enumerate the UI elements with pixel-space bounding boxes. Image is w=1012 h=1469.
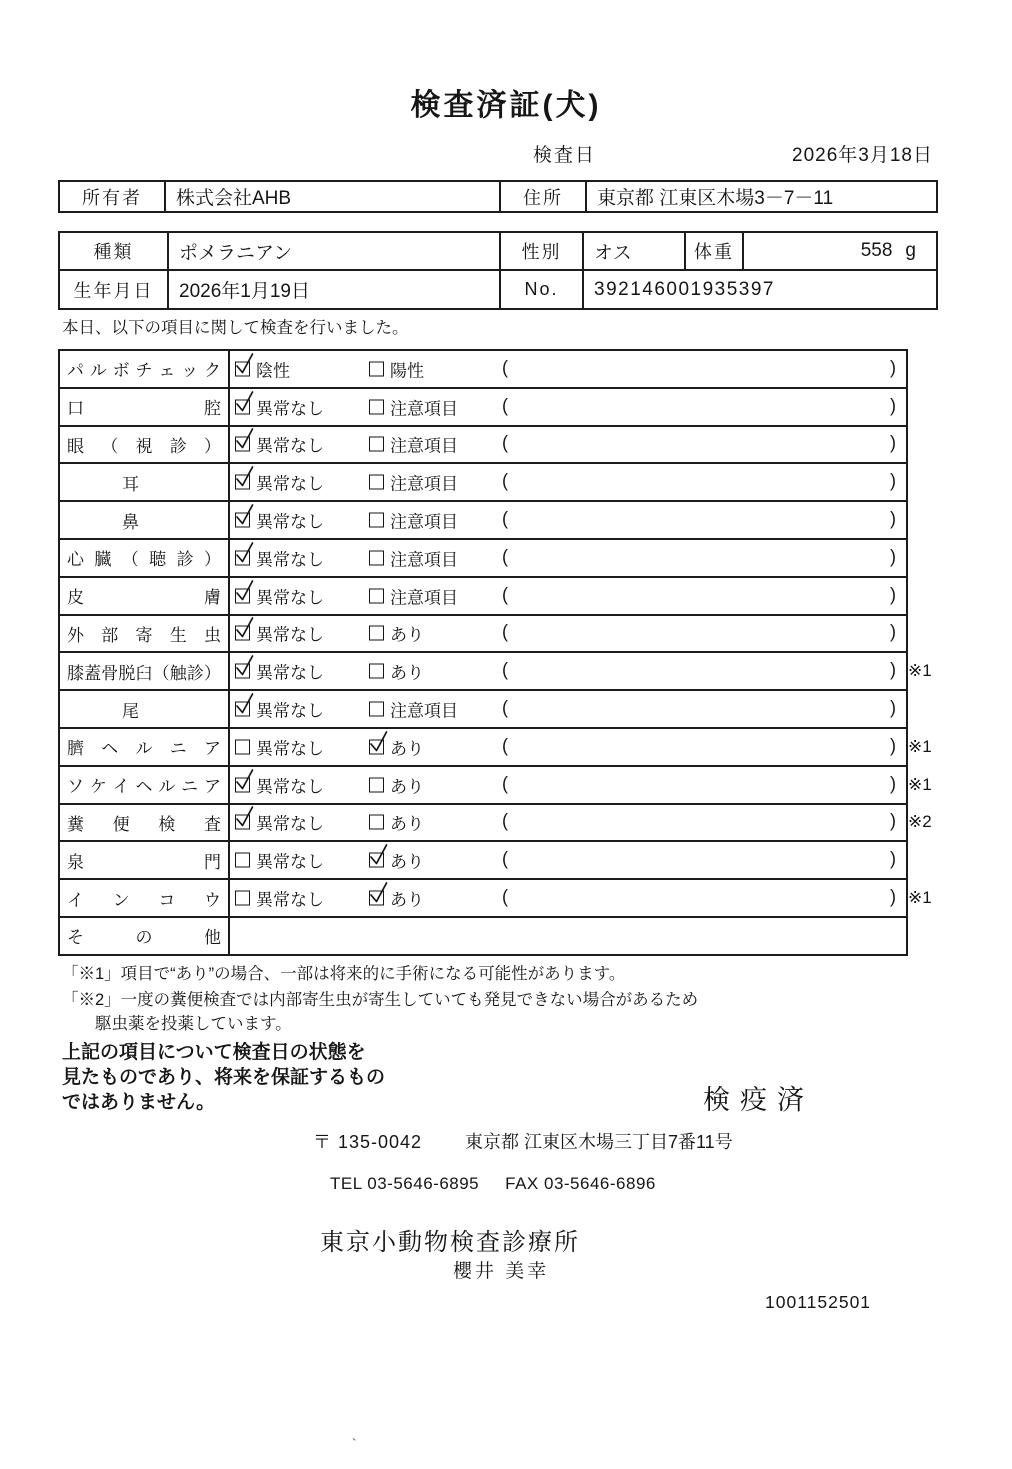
option-label: 陰性 [256, 361, 290, 381]
paren-close: ) [890, 508, 896, 529]
checklist-row [60, 540, 906, 578]
item-label: 耳 [60, 464, 230, 500]
paren-open: ( [502, 735, 508, 756]
paren-open: ( [502, 697, 508, 718]
checkbox-icon [369, 891, 384, 906]
item-label: ソ ケ イ ヘ ル ニ ア [60, 767, 230, 803]
checkbox-icon [235, 664, 250, 679]
option-label: 陽性 [390, 361, 424, 381]
check-mark-icon [234, 503, 255, 529]
option-label: あり [390, 739, 424, 759]
option-2 [369, 394, 458, 419]
owner-table [58, 180, 938, 213]
checkbox-icon [369, 550, 384, 565]
row-options [230, 918, 906, 954]
item-label: 泉 門 [60, 842, 230, 878]
checkbox-icon [235, 399, 250, 414]
breed-sex-weight-row [60, 233, 936, 271]
row-options [230, 729, 932, 765]
inspection-date-label: 検査日 [533, 145, 597, 166]
checklist-row [60, 767, 932, 805]
check-mark-icon [234, 465, 255, 491]
checkbox-icon [369, 664, 384, 679]
option-1 [235, 545, 324, 570]
checkbox-icon [369, 702, 384, 717]
option-label: あり [390, 852, 424, 872]
option-label: あり [390, 777, 424, 797]
paren-close: ) [890, 697, 896, 718]
option-label: 異常なし [256, 852, 324, 872]
checkbox-icon [235, 361, 250, 376]
option-1 [235, 394, 324, 419]
paren-open: ( [502, 773, 508, 794]
item-label: パ ル ボ チ ェ ッ ク [60, 351, 230, 387]
option-1 [235, 470, 324, 495]
option-label: 異常なし [256, 701, 324, 721]
checklist-table [58, 349, 932, 956]
option-1 [235, 356, 290, 381]
checkbox-icon [235, 626, 250, 641]
sex-value: オス [582, 233, 684, 269]
breed-label: 種類 [93, 242, 134, 262]
option-label: 注意項目 [390, 550, 458, 570]
option-label: 注意項目 [390, 474, 458, 494]
checkbox-icon [235, 815, 250, 830]
paren-close: ) [890, 773, 896, 794]
paren-open: ( [502, 546, 508, 567]
item-label: 心 臓 （ 聴 診 ） [60, 540, 230, 576]
option-2 [369, 810, 424, 835]
option-label: 異常なし [256, 399, 324, 419]
veterinarian-name: 櫻井 美幸 [453, 1261, 550, 1282]
breed-value: ポメラニアン [167, 233, 499, 269]
checkbox-icon [369, 588, 384, 603]
option-label: 注意項目 [390, 512, 458, 532]
item-label: 眼 （ 視 診 ） [60, 427, 230, 463]
address-value: 東京都 江東区木場3－7－11 [585, 182, 936, 211]
clinic-address: 東京都 江東区木場三丁目7番11号 [465, 1132, 733, 1152]
checklist-row [60, 351, 906, 389]
row-options [230, 691, 906, 727]
check-mark-icon [368, 729, 389, 755]
phone-line [330, 1174, 656, 1194]
address-label: 住所 [499, 182, 585, 211]
option-1 [235, 432, 324, 457]
paren-open: ( [502, 811, 508, 832]
option-1 [235, 621, 324, 646]
weight-value: 558 [860, 240, 893, 261]
checkbox-icon [369, 513, 384, 528]
option-1 [235, 734, 324, 759]
option-label: あり [390, 663, 424, 683]
check-mark-icon [234, 351, 255, 377]
checklist-row [60, 842, 906, 880]
disclaimer-line-2: 見たものであり、将来を保証するもの [62, 1067, 386, 1088]
row-options [230, 502, 906, 538]
weight-unit: g [905, 240, 916, 261]
row-options [230, 578, 906, 614]
checkbox-icon [235, 777, 250, 792]
option-label: 注意項目 [390, 701, 458, 721]
paren-open: ( [502, 659, 508, 680]
item-label: イ ン コ ウ [60, 880, 230, 916]
option-label: あり [390, 814, 424, 834]
row-options [230, 540, 906, 576]
disclaimer-text [62, 1040, 385, 1115]
note-mark: ※1 [908, 736, 932, 756]
check-mark-icon [368, 843, 389, 869]
item-label: 口 腔 [60, 389, 230, 425]
paren-close: ) [890, 584, 896, 605]
tel-number: TEL 03-5646-6895 [330, 1174, 480, 1193]
paren-open: ( [502, 433, 508, 454]
page-title: 検査済証(犬) [410, 89, 602, 122]
row-options [230, 389, 906, 425]
row-options [230, 616, 906, 652]
option-1 [235, 583, 324, 608]
check-mark-icon [234, 578, 255, 604]
item-label: 鼻 [60, 502, 230, 538]
checkbox-icon [235, 702, 250, 717]
checkbox-icon [235, 550, 250, 565]
paren-close: ) [890, 811, 896, 832]
checklist-row [60, 653, 932, 691]
item-label: 膝 蓋 骨 脱 臼 （ 触 診 ） [60, 653, 230, 689]
option-label: 異常なし [256, 777, 324, 797]
row-options [230, 842, 906, 878]
item-label: 臍 ヘ ル ニ ア [60, 729, 230, 765]
check-mark-icon [234, 654, 255, 680]
paren-open: ( [502, 508, 508, 529]
option-2 [369, 583, 458, 608]
checklist-row [60, 880, 932, 918]
option-2 [369, 508, 458, 533]
checkbox-icon [235, 513, 250, 528]
option-label: 異常なし [256, 512, 324, 532]
paren-close: ) [890, 886, 896, 907]
option-1 [235, 886, 324, 911]
fax-number: FAX 03-5646-6896 [505, 1174, 656, 1193]
checkbox-icon [235, 853, 250, 868]
option-1 [235, 697, 324, 722]
option-1 [235, 810, 324, 835]
checkbox-icon [369, 853, 384, 868]
paren-open: ( [502, 470, 508, 491]
checklist-row [60, 918, 906, 954]
checkbox-icon [235, 588, 250, 603]
animal-info-table [58, 231, 938, 310]
row-options [230, 351, 906, 387]
item-label: 尾 [60, 691, 230, 727]
option-2 [369, 848, 424, 873]
option-1 [235, 508, 324, 533]
checkbox-icon [235, 475, 250, 490]
checklist-row [60, 464, 906, 502]
checklist-row [60, 578, 906, 616]
checkbox-icon [369, 626, 384, 641]
check-mark-icon [368, 881, 389, 907]
option-label: 異常なし [256, 550, 324, 570]
check-mark-icon [234, 616, 255, 642]
option-label: 注意項目 [390, 436, 458, 456]
row-options [230, 653, 932, 689]
row-options [230, 427, 906, 463]
document-code: 1001152501 [765, 1292, 872, 1312]
check-mark-icon [234, 767, 255, 793]
checklist-row [60, 502, 906, 540]
footnote-2: 「※2」一度の糞便検査では内部寄生虫が寄生していても発見できない場合があるため [62, 991, 699, 1009]
paren-open: ( [502, 886, 508, 907]
checkbox-icon [235, 891, 250, 906]
option-label: あり [390, 890, 424, 910]
birth-number-row [60, 271, 936, 308]
paren-open: ( [502, 584, 508, 605]
option-2 [369, 545, 458, 570]
inspection-date-value: 2026年3月18日 [792, 145, 933, 166]
checklist-row [60, 389, 906, 427]
option-label: 異常なし [256, 663, 324, 683]
paren-close: ) [890, 659, 896, 680]
footnote-1: 「※1」項目で“あり”の場合、一部は将来的に手術になる可能性があります。 [62, 965, 626, 983]
owner-label: 所有者 [82, 187, 142, 208]
checklist-row [60, 691, 906, 729]
paren-close: ) [890, 848, 896, 869]
checklist-row [60, 616, 906, 654]
item-label: 糞 便 検 査 [60, 805, 230, 841]
option-label: 異常なし [256, 474, 324, 494]
paren-close: ) [890, 622, 896, 643]
no-value: 392146001935397 [582, 271, 936, 308]
item-label: そ の 他 [60, 918, 230, 954]
option-1 [235, 659, 324, 684]
weight-value-cell [742, 233, 936, 269]
option-2 [369, 432, 458, 457]
option-label: 異常なし [256, 625, 324, 645]
option-label: 異常なし [256, 588, 324, 608]
birth-label: 生年月日 [73, 280, 154, 301]
row-options [230, 464, 906, 500]
note-mark: ※2 [908, 812, 932, 832]
row-options [230, 767, 932, 803]
checkbox-icon [369, 815, 384, 830]
item-label: 外 部 寄 生 虫 [60, 616, 230, 652]
checkbox-icon [369, 739, 384, 754]
option-label: 異常なし [256, 436, 324, 456]
disclaimer-line-1: 上記の項目について検査日の状態を [62, 1042, 366, 1063]
checklist-row [60, 427, 906, 465]
option-2 [369, 772, 424, 797]
disclaimer-line-3: ではありません。 [62, 1092, 216, 1113]
option-1 [235, 772, 324, 797]
option-1 [235, 848, 324, 873]
option-2 [369, 697, 458, 722]
paren-close: ) [890, 433, 896, 454]
weight-label: 体重 [684, 233, 742, 269]
option-label: 注意項目 [390, 399, 458, 419]
row-options [230, 805, 932, 841]
option-2 [369, 470, 458, 495]
intro-text: 本日、以下の項目に関して検査を行いました。 [62, 319, 409, 337]
option-label: 異常なし [256, 890, 324, 910]
postal-code: 〒 135-0042 [313, 1132, 423, 1152]
row-options [230, 880, 932, 916]
paren-close: ) [890, 735, 896, 756]
checkbox-icon [369, 399, 384, 414]
option-2 [369, 886, 424, 911]
option-label: あり [390, 625, 424, 645]
check-mark-icon [234, 427, 255, 453]
option-label: 異常なし [256, 739, 324, 759]
checkbox-icon [369, 437, 384, 452]
note-mark: ※1 [908, 774, 932, 794]
paren-open: ( [502, 357, 508, 378]
option-2 [369, 356, 424, 381]
scan-artifact: ` [352, 1436, 357, 1451]
paren-close: ) [890, 546, 896, 567]
quarantine-stamp: 検疫済 [703, 1085, 814, 1115]
option-2 [369, 659, 424, 684]
paren-open: ( [502, 622, 508, 643]
owner-value: 株式会社AHB [164, 182, 499, 211]
option-label: 異常なし [256, 814, 324, 834]
clinic-name: 東京小動物検査診療所 [320, 1229, 580, 1256]
option-label: 注意項目 [390, 588, 458, 608]
check-mark-icon [234, 540, 255, 566]
note-mark: ※1 [908, 661, 932, 681]
check-mark-icon [234, 389, 255, 415]
checklist-row [60, 729, 932, 767]
footnote-2-continued: 駆虫薬を投薬しています。 [95, 1015, 292, 1033]
paren-close: ) [890, 357, 896, 378]
paren-close: ) [890, 470, 896, 491]
birth-value: 2026年1月19日 [167, 271, 499, 308]
checkbox-icon [369, 777, 384, 792]
sex-label: 性別 [499, 233, 582, 269]
paren-close: ) [890, 395, 896, 416]
paren-open: ( [502, 848, 508, 869]
option-2 [369, 621, 424, 646]
check-mark-icon [234, 805, 255, 831]
checkbox-icon [369, 475, 384, 490]
no-label: No. [499, 271, 582, 308]
checkbox-icon [369, 361, 384, 376]
option-2 [369, 734, 424, 759]
check-mark-icon [234, 692, 255, 718]
checkbox-icon [235, 437, 250, 452]
checklist-row [60, 805, 932, 843]
note-mark: ※1 [908, 888, 932, 908]
item-label: 皮 膚 [60, 578, 230, 614]
checkbox-icon [235, 739, 250, 754]
paren-open: ( [502, 395, 508, 416]
